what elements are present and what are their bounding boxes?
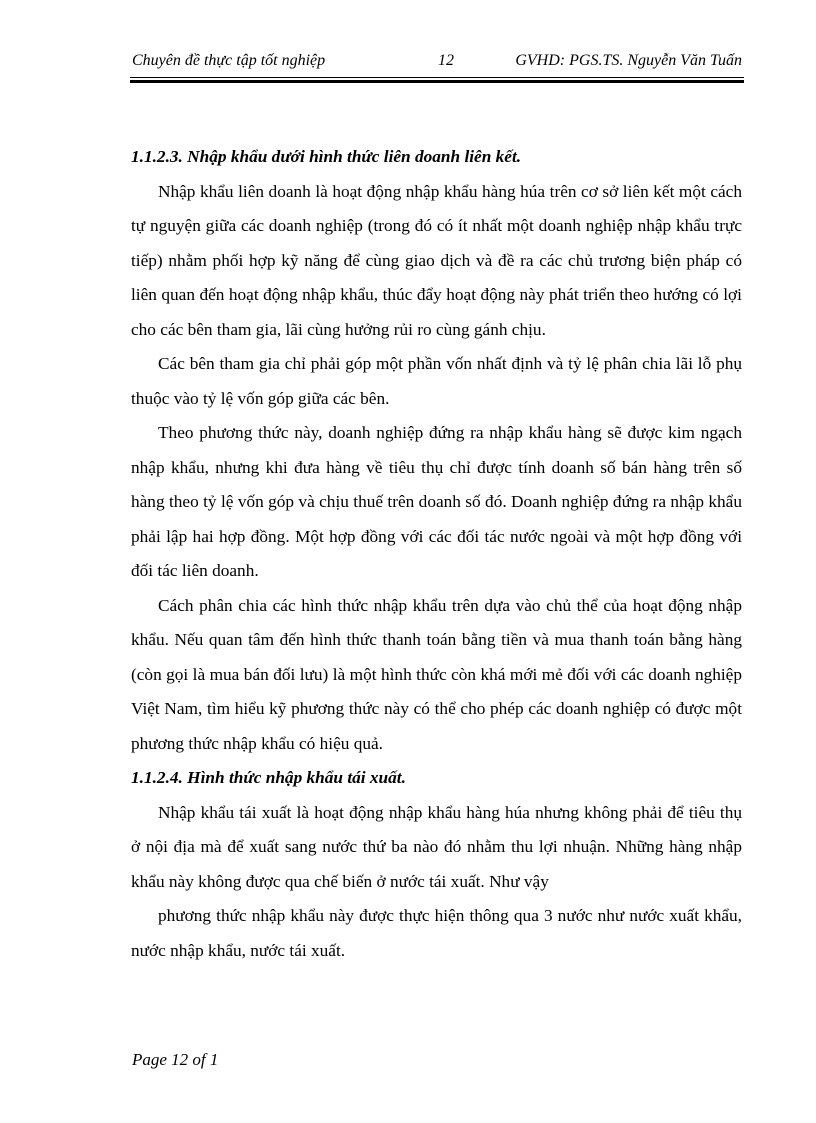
header-document-title: Chuyên đề thực tập tốt nghiệp xyxy=(132,52,326,69)
header-supervisor: GVHD: PGS.TS. Nguyễn Văn Tuấn xyxy=(515,52,742,69)
body-content xyxy=(131,140,742,968)
page-header xyxy=(132,52,742,74)
header-page-number: 12 xyxy=(438,52,454,69)
header-rule-thin xyxy=(130,77,744,78)
section-heading-1-1-2-3: 1.1.2.3. Nhập khẩu dưới hình thức liên doanh liên kết. xyxy=(131,147,522,166)
header-rule-thick xyxy=(130,80,744,83)
paragraph: Cách phân chia các hình thức nhập khẩu trên dựa vào chủ thể của hoạt động nhập khẩu. Nếu quan tâm đến hình thức thanh toán bằng tiền và mua thanh toán bằng hàng (còn gọi là mua bán đối lưu) là một hình thức còn khá mới mẻ đối với các doanh nghiệp Việt Nam, tìm hiểu kỹ phương thức này có thể cho phép các doanh nghiệp có được một phương thức nhập khẩu có hiệu quả. xyxy=(131,595,742,753)
page-footer: Page 12 of 1 xyxy=(132,1050,219,1069)
section-heading-1-1-2-4: 1.1.2.4. Hình thức nhập khẩu tái xuất. xyxy=(131,768,406,787)
paragraph: Theo phương thức này, doanh nghiệp đứng ra nhập khẩu hàng sẽ được kim ngạch nhập khẩu, nhưng khi đưa hàng về tiêu thụ chỉ được tính doanh số bán hàng trên số hàng theo tỷ lệ vốn góp và chịu thuế trên doanh số đó. Doanh nghiệp đứng ra nhập khẩu phải lập hai hợp đồng. Một hợp đồng với các đối tác nước ngoài và một hợp đồng với đối tác liên doanh. xyxy=(131,423,742,580)
paragraph: Các bên tham gia chỉ phải góp một phần vốn nhất định và tỷ lệ phân chia lãi lỗ phụ thuộc vào tỷ lệ vốn góp giữa các bên. xyxy=(131,354,742,408)
paragraph: phương thức nhập khẩu này được thực hiện thông qua 3 nước như nước xuất khẩu, nước nhập khẩu, nước tái xuất. xyxy=(131,906,742,960)
paragraph: Nhập khẩu liên doanh là hoạt động nhập khẩu hàng húa trên cơ sở liên kết một cách tự nguyện giữa các doanh nghiệp (trong đó có ít nhất một doanh nghiệp nhập khẩu trực tiếp) nhằm phối hợp kỹ năng để cùng giao dịch và đề ra các chủ trương biện pháp có liên quan đến hoạt động nhập khẩu, thúc đẩy hoạt động này phát triển theo hướng có lợi cho các bên tham gia, lãi cùng hưởng rủi ro cùng gánh chịu. xyxy=(131,181,742,339)
paragraph: Nhập khẩu tái xuất là hoạt động nhập khẩu hàng húa nhưng không phải để tiêu thụ ở nội địa mà để xuất sang nước thứ ba nào đó nhằm thu lợi nhuận. Những hàng nhập khẩu này không được qua chế biến ở nước tái xuất. Như vậy xyxy=(131,802,742,891)
